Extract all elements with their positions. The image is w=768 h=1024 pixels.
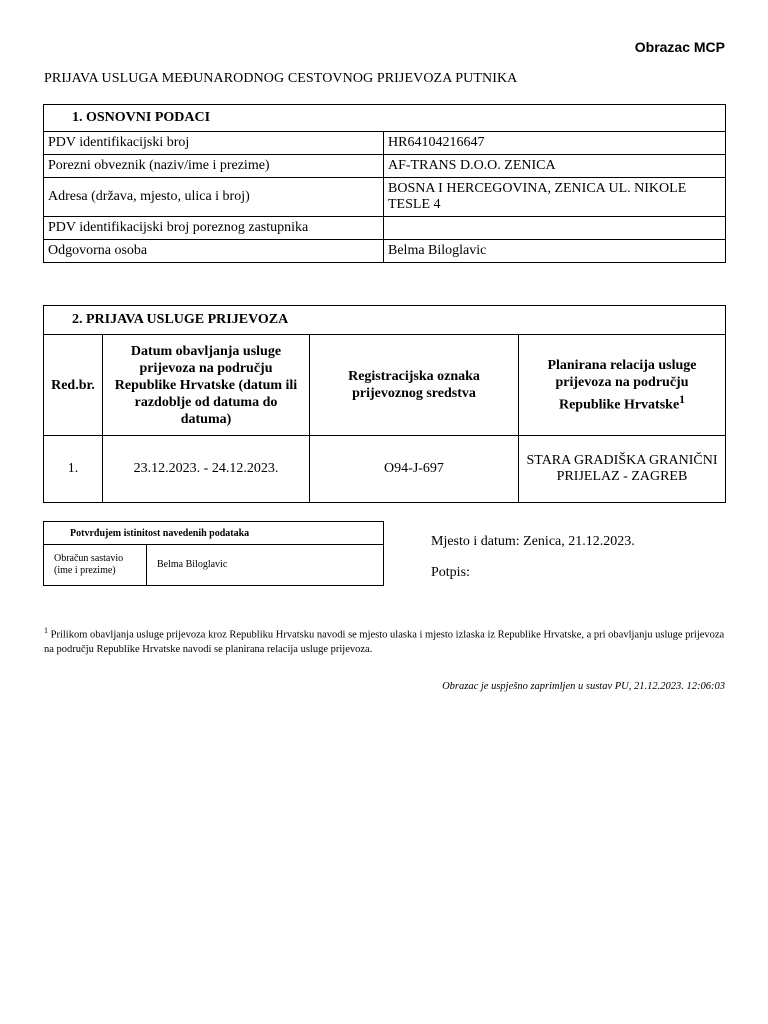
table-row xyxy=(44,155,726,178)
field-value: BOSNA I HERCEGOVINA, ZENICA UL. NIKOLE TESLE 4 xyxy=(384,178,726,217)
cell-route: STARA GRADIŠKA GRANIČNI PRIJELAZ - ZAGREB xyxy=(519,436,726,503)
table-row xyxy=(44,240,726,263)
field-label: Odgovorna osoba xyxy=(44,240,384,263)
table-row xyxy=(44,178,726,217)
column-header-no: Red.br. xyxy=(44,335,103,436)
field-value: HR64104216647 xyxy=(384,132,726,155)
table-row xyxy=(44,217,726,240)
section1-title: 1. OSNOVNI PODACI xyxy=(44,105,726,132)
cell-no: 1. xyxy=(44,436,103,503)
confirmation-table xyxy=(43,521,384,586)
cell-registration: O94-J-697 xyxy=(310,436,519,503)
form-code: Obrazac MCP xyxy=(634,39,725,55)
footnote-mark: 1 xyxy=(679,392,685,406)
field-value xyxy=(384,217,726,240)
cell-date: 23.12.2023. - 24.12.2023. xyxy=(103,436,310,503)
place-and-date: Mjesto i datum: Zenica, 21.12.2023. xyxy=(431,534,635,549)
table-row xyxy=(44,436,726,503)
compiled-by-value: Belma Biloglavic xyxy=(147,545,384,586)
compiled-by-label: Obračun sastavio (ime i prezime) xyxy=(44,545,147,586)
field-value: AF-TRANS D.O.O. ZENICA xyxy=(384,155,726,178)
field-label: PDV identifikacijski broj poreznog zastupnika xyxy=(44,217,384,240)
field-value: Belma Biloglavic xyxy=(384,240,726,263)
signature-label: Potpis: xyxy=(431,565,470,580)
table-header-row xyxy=(44,335,726,436)
submission-status: Obrazac je uspješno zaprimljen u sustav PU, 21.12.2023. 12:06:03 xyxy=(442,681,725,692)
field-label: Porezni obveznik (naziv/ime i prezime) xyxy=(44,155,384,178)
footnote-number: 1 xyxy=(44,626,48,635)
basic-data-table xyxy=(43,104,726,263)
footnote-text: Prilikom obavljanja usluge prijevoza kroz Republiku Hrvatsku navodi se mjesto ulaska i mjesto izlaska iz Republike Hrvatske, a pri obavljanju usluge prijevoza na području Republike Hrvatske navodi se planirana relacija usluge prijevoza. xyxy=(44,629,725,655)
table-row xyxy=(44,545,384,586)
transport-service-table xyxy=(43,305,726,503)
page-title: PRIJAVA USLUGA MEĐUNARODNOG CESTOVNOG PRIJEVOZA PUTNIKA xyxy=(44,71,518,86)
field-label: PDV identifikacijski broj xyxy=(44,132,384,155)
column-header-registration: Registracijska oznaka prijevoznog sredstva xyxy=(310,335,519,436)
column-header-date: Datum obavljanja usluge prijevoza na području Republike Hrvatske (datum ili razdoblje od datuma do datuma) xyxy=(103,335,310,436)
table-row xyxy=(44,132,726,155)
column-header-route xyxy=(519,335,726,436)
section2-title: 2. PRIJAVA USLUGE PRIJEVOZA xyxy=(44,306,726,335)
field-label: Adresa (država, mjesto, ulica i broj) xyxy=(44,178,384,217)
route-header-text: Planirana relacija usluge prijevoza na području Republike Hrvatske xyxy=(547,357,697,413)
footnote xyxy=(44,624,734,657)
confirmation-title: Potvrđujem istinitost navedenih podataka xyxy=(44,522,384,545)
